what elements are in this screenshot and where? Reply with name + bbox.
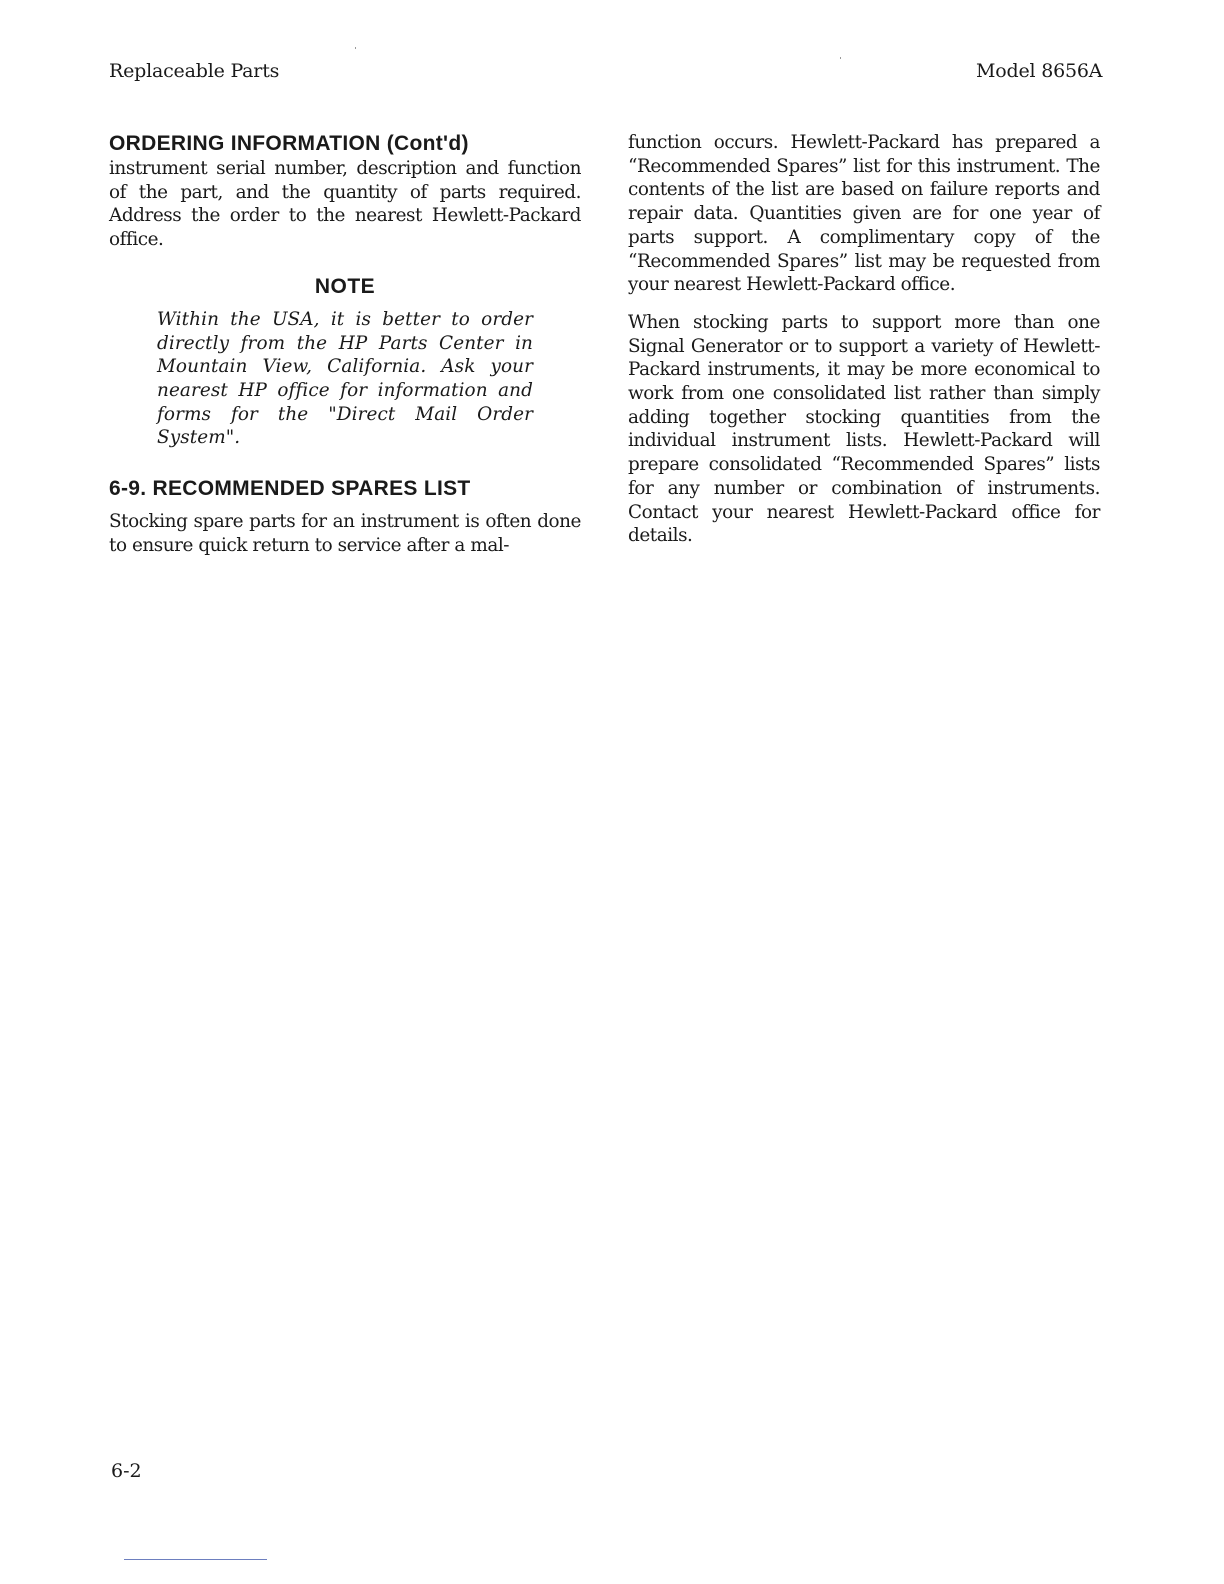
- ordering-information-paragraph: instrument serial number, description and function of the part, and the quantity of parts required. Address the order to the nearest Hewlett-Packard office.: [109, 158, 581, 251]
- running-header-section: Replaceable Parts: [109, 60, 280, 82]
- scan-speck: [840, 57, 841, 59]
- right-column: [628, 131, 1100, 548]
- consolidated-list-paragraph: When stocking parts to support more than one Signal Generator or to support a variety of Hewlett-Packard instruments, it may be more economical to work from one consolidated list rather than simply adding together stocking quantities from the individual instrument lists. Hewlett-Packard will prepare consolidated “Recommended Spares” lists for any number or combination of instruments. Contact your nearest Hewlett-Packard office for details.: [628, 311, 1100, 547]
- left-column: [109, 131, 581, 557]
- running-header-model: Model 8656A: [976, 60, 1103, 82]
- recommended-spares-continued-paragraph: function occurs. Hewlett-Packard has prepared a “Recommended Spares” list for this instrument. The contents of the list are based on failure reports and repair data. Quantities given are for one year of parts support. A complimentary copy of the “Recommended Spares” list may be requested from your nearest Hewlett-Packard office.: [628, 132, 1100, 296]
- recommended-spares-heading: 6-9. RECOMMENDED SPARES LIST: [109, 477, 471, 501]
- footer-rule: [124, 1559, 267, 1560]
- ordering-information-heading: ORDERING INFORMATION (Cont'd): [109, 132, 469, 155]
- page-number: 6-2: [111, 1460, 142, 1482]
- note-body: Within the USA, it is better to order directly from the HP Parts Center in Mountain View, California. Ask your nearest HP office for information and forms for the "Direct Mail Order System".: [157, 308, 533, 449]
- note-title: NOTE: [314, 274, 376, 298]
- scan-speck: [355, 47, 356, 49]
- recommended-spares-paragraph: Stocking spare parts for an instrument is often done to ensure quick return to service after a mal-: [109, 511, 581, 556]
